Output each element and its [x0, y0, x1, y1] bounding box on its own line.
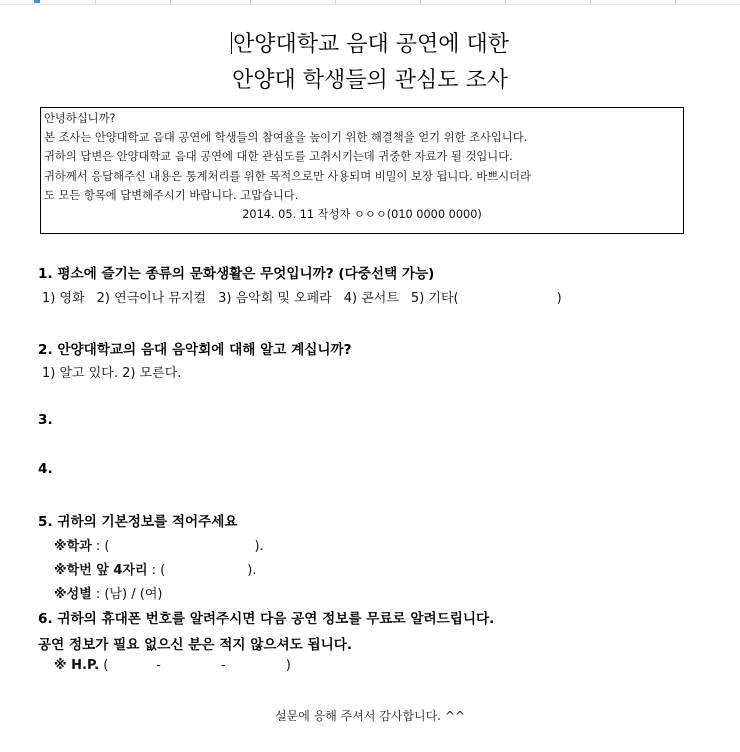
option-other-close: ) — [556, 291, 562, 306]
field-phone-label: ※ H.P. — [54, 658, 100, 673]
field-phone-dash2: - — [220, 658, 226, 673]
ruler-tick — [675, 0, 676, 4]
option-other: 5) 기타( — [410, 291, 459, 306]
footer-thanks: 설문에 응해 주셔서 감사합니다. ^^ — [275, 709, 465, 723]
question-5: 5. 귀하의 기본정보를 적어주세요 — [38, 514, 238, 530]
field-student-id-close: ). — [247, 563, 257, 578]
document-title-line2: 안양대 학생들의 관심도 조사 — [231, 68, 508, 93]
field-student-id — [54, 559, 256, 578]
ruler-strip — [0, 0, 740, 5]
question-2-answer: 1) 알고 있다. 2) 모른다. — [42, 366, 182, 381]
title-line1-text: 안양대학교 음대 공연에 대한 — [232, 32, 509, 57]
option-movie: 1) 영화 — [42, 291, 85, 306]
field-gender — [54, 583, 162, 602]
field-major-open: : ( — [91, 539, 110, 554]
ruler-marker — [34, 0, 40, 3]
question-2: 2. 안양대학교의 음대 음악회에 대해 알고 계십니까? — [38, 342, 352, 358]
field-phone-open: ( — [99, 658, 109, 673]
ruler-tick — [335, 0, 336, 4]
intro-line-1: 본 조사는 안양대학교 음대 공연에 학생들의 참여율을 높이기 위한 해결책을 얻기 위한 조사입니다. — [44, 131, 528, 145]
intro-greeting: 안녕하십니까? — [44, 112, 116, 125]
option-concert-opera: 3) 음악회 및 오페라 — [218, 291, 332, 306]
field-phone-close: ) — [285, 658, 291, 673]
intro-line-2: 귀하의 답변은 안양대학교 음대 공연에 대한 관심도를 고취시키는데 귀중한 자료가 될 것입니다. — [44, 150, 513, 164]
field-phone-dash1: - — [156, 658, 161, 673]
field-major — [54, 535, 264, 554]
intro-line-4: 도 모든 항목에 답변해주시기 바랍니다. 고맙습니다. — [44, 188, 299, 202]
question-3-label: 3. — [38, 412, 53, 428]
field-student-id-open: : ( — [147, 563, 166, 578]
ruler-tick — [170, 0, 171, 4]
ruler-tick — [95, 0, 96, 4]
intro-line-3: 귀하께서 응답해주신 내용은 통계처리를 위한 목적으로만 사용되며 비밀이 보장 됩니다. 바쁘시더라 — [44, 169, 531, 183]
ruler-tick — [590, 0, 591, 4]
question-1: 1. 평소에 즐기는 종류의 문화생활은 무엇입니까? (다중선택 가능) — [38, 266, 435, 282]
option-concert: 4) 콘서트 — [343, 291, 399, 306]
option-theater: 2) 연극이나 뮤지컬 — [96, 291, 207, 306]
question-6-line2: 공연 정보가 필요 없으신 분은 적지 않으셔도 됩니다. — [38, 637, 353, 653]
ruler-tick — [505, 0, 506, 4]
field-gender-value[interactable]: : (남) / (여) — [91, 587, 163, 602]
intro-box — [40, 107, 684, 234]
intro-signature: 2014. 05. 11 작성자 ㅇㅇㅇ(010 0000 0000) — [242, 208, 482, 222]
text-cursor — [231, 32, 232, 54]
field-major-close: ). — [254, 539, 264, 554]
question-4-label: 4. — [38, 461, 53, 477]
field-gender-label: ※성별 — [54, 587, 92, 602]
question-6-line1: 6. 귀하의 휴대폰 번호를 알려주시면 다음 공연 정보를 무료로 알려드립니다. — [38, 611, 495, 627]
ruler-tick — [420, 0, 421, 4]
field-student-id-label: ※학번 앞 4자리 — [54, 563, 148, 578]
ruler-tick — [250, 0, 251, 4]
field-phone — [54, 658, 291, 673]
document-title-line1[interactable] — [0, 27, 740, 58]
field-major-label: ※학과 — [54, 539, 92, 554]
question-1-options — [42, 287, 562, 306]
